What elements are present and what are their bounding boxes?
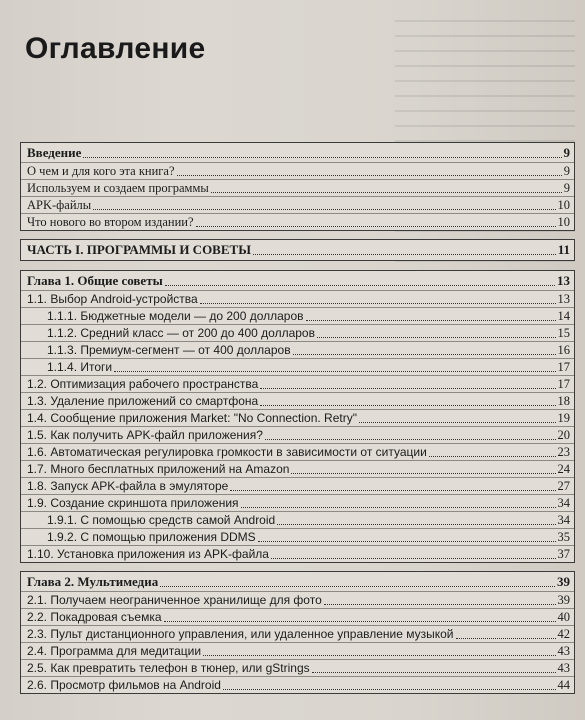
toc-label: APK-файлы [27,198,92,212]
leader-dots [223,680,556,690]
toc-entry [21,643,574,660]
toc-page-number: 19 [557,411,570,425]
toc-label: 1.10. Установка приложения из APK-файла [27,547,269,561]
toc-label: 1.6. Автоматическая регулировка громкости в зависимости от ситуации [27,445,427,459]
table-of-contents [20,142,575,702]
toc-entry [21,359,574,376]
toc-page-number: 43 [557,661,570,675]
toc-page-number: 9 [563,145,570,160]
toc-entry [21,214,574,230]
toc-entry [21,546,574,562]
toc-entry [21,529,574,546]
toc-label: 2.4. Программа для медитации [27,644,202,658]
toc-label: ЧАСТЬ I. ПРОГРАММЫ И СОВЕТЫ [27,242,251,257]
leader-dots [258,532,556,542]
toc-label: 1.4. Сообщение приложения Market: "No Connection. Retry" [27,411,357,425]
section-part-1 [20,239,575,261]
leader-dots [260,396,555,406]
toc-part-heading [21,240,574,260]
toc-label: 2.3. Пульт дистанционного управления, или удаленное управление музыкой [27,627,454,641]
toc-entry [21,660,574,677]
toc-label: 1.1.4. Итоги [47,360,113,374]
toc-page-number: 13 [557,292,570,306]
toc-page-number: 17 [557,377,570,391]
toc-chapter-heading [21,271,574,291]
toc-page-number: 24 [557,462,570,476]
leader-dots [324,595,556,605]
toc-label: 1.3. Удаление приложений со смартфона [27,394,259,408]
leader-dots [456,629,556,639]
toc-entry [21,376,574,393]
page-title: Оглавление [25,32,206,65]
toc-label: 2.6. Просмотр фильмов на Android [27,678,221,692]
toc-page-number: 17 [557,360,570,374]
toc-page-number: 34 [557,496,570,510]
section-chapter-1 [20,270,575,563]
toc-page-number: 13 [557,273,570,288]
toc-label: 1.9.1. С помощью средств самой Android [47,513,276,527]
toc-page-number: 35 [557,530,570,544]
toc-page-number: 18 [557,394,570,408]
leader-dots [83,148,561,158]
toc-page-number: 39 [557,574,570,589]
toc-entry [21,180,574,197]
toc-entry [21,393,574,410]
leader-dots [114,362,555,372]
toc-page-number: 23 [557,445,570,459]
toc-label: 1.7. Много бесплатных приложений на Amazon [27,462,290,476]
toc-chapter-heading [21,572,574,592]
leader-dots [429,447,556,457]
toc-label: Используем и создаем программы [27,181,209,195]
leader-dots [265,430,556,440]
toc-page-number: 44 [557,678,570,692]
toc-page-number: 9 [563,181,570,195]
leader-dots [93,200,555,210]
leader-dots [211,183,562,193]
toc-entry [21,291,574,308]
toc-page-number: 27 [557,479,570,493]
toc-label: 1.5. Как получить APK-файл приложения? [27,428,263,442]
toc-label: 1.1. Выбор Android-устройства [27,292,198,306]
toc-page-number: 40 [557,610,570,624]
toc-entry [21,512,574,529]
toc-heading-intro [21,143,574,163]
toc-label: 2.1. Получаем неограниченное хранилище для фото [27,593,322,607]
toc-page-number: 10 [557,215,570,229]
toc-entry [21,342,574,359]
toc-entry [21,410,574,427]
toc-label: Введение [27,145,82,160]
leader-dots [317,328,556,338]
leader-dots [312,663,556,673]
leader-dots [177,166,562,176]
leader-dots [230,481,555,491]
toc-entry [21,444,574,461]
toc-label: Что нового во втором издании? [27,215,194,229]
toc-page-number: 16 [557,343,570,357]
toc-label: 1.9.2. С помощью приложения DDMS [47,530,256,544]
toc-page-number: 39 [557,593,570,607]
leader-dots [160,577,555,587]
toc-label: 1.1.2. Средний класс — от 200 до 400 долларов [47,326,315,340]
leader-dots [359,413,556,423]
toc-entry [21,626,574,643]
toc-label: 2.5. Как превратить телефон в тюнер, или gStrings [27,661,310,675]
toc-label: 1.1.3. Премиум-сегмент — от 400 долларов [47,343,291,357]
section-intro [20,142,575,231]
toc-entry [21,197,574,214]
leader-dots [271,549,556,559]
leader-dots [253,245,556,255]
toc-label: 1.8. Запуск APK-файла в эмуляторе [27,479,229,493]
toc-entry [21,677,574,693]
toc-label: О чем и для кого эта книга? [27,164,175,178]
toc-entry [21,308,574,325]
leader-dots [203,646,555,656]
toc-page-number: 10 [557,198,570,212]
toc-label: 1.9. Создание скриншота приложения [27,496,239,510]
leader-dots [260,379,555,389]
leader-dots [165,276,555,286]
toc-label: Глава 1. Общие советы [27,273,163,288]
leader-dots [277,515,555,525]
toc-page-number: 14 [557,309,570,323]
leader-dots [291,464,555,474]
toc-entry [21,592,574,609]
toc-entry [21,325,574,342]
toc-label: Глава 2. Мультимедиа [27,574,159,589]
toc-page-number: 11 [557,242,570,257]
toc-page-number: 37 [557,547,570,561]
toc-entry [21,163,574,180]
toc-page-number: 43 [557,644,570,658]
toc-page-number: 9 [563,164,570,178]
leader-dots [306,311,556,321]
toc-page-number: 42 [557,627,570,641]
leader-dots [164,612,556,622]
toc-entry [21,609,574,626]
toc-label: 1.1.1. Бюджетные модели — до 200 долларов [47,309,304,323]
toc-label: 1.2. Оптимизация рабочего пространства [27,377,259,391]
section-chapter-2 [20,571,575,694]
leader-dots [196,217,556,227]
leader-dots [293,345,556,355]
toc-page-number: 15 [557,326,570,340]
toc-entry [21,461,574,478]
toc-label: 2.2. Покадровая съемка [27,610,162,624]
toc-entry [21,478,574,495]
toc-entry [21,427,574,444]
leader-dots [200,294,556,304]
toc-page-number: 34 [557,513,570,527]
toc-page-number: 20 [557,428,570,442]
leader-dots [241,498,556,508]
toc-entry [21,495,574,512]
